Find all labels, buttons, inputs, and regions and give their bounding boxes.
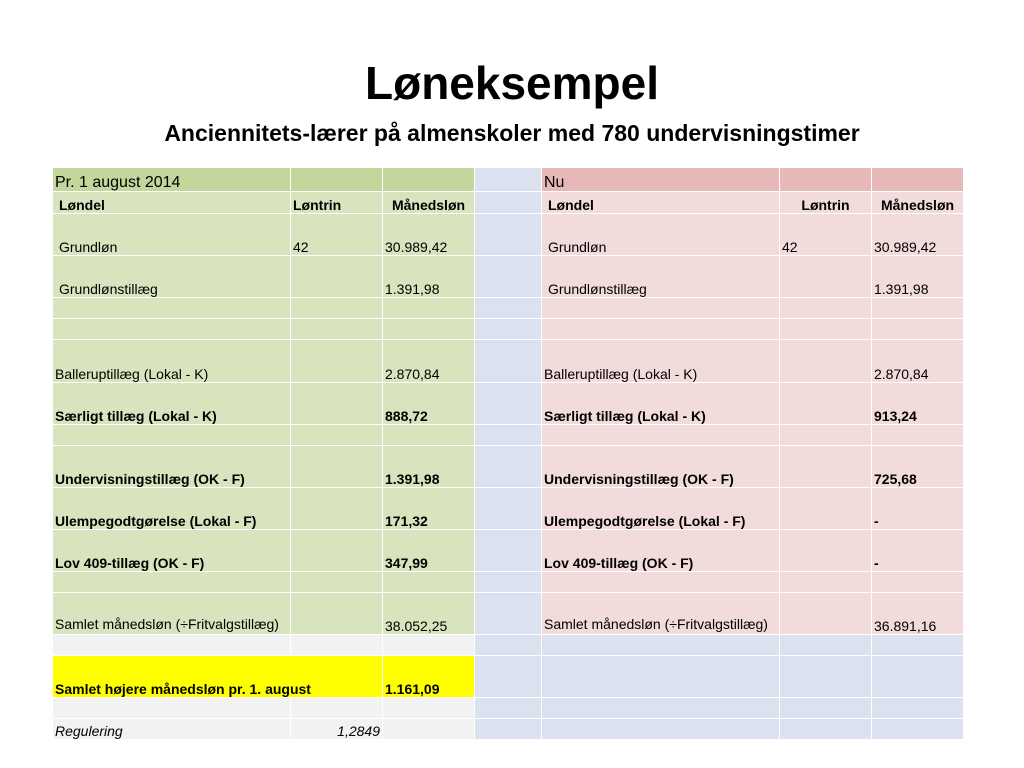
table-row [53, 593, 964, 635]
right-row-label: Ulempegodtgørelse (Lokal - F) [542, 488, 780, 530]
left-row-label: Undervisningstillæg (OK - F) [53, 446, 291, 488]
left-header: Pr. 1 august 2014 [53, 168, 291, 192]
left-row-value: 347,99 [383, 530, 475, 572]
table-header-row [53, 168, 964, 192]
right-row-value: - [872, 488, 964, 530]
empty-row [53, 425, 964, 446]
empty-row [53, 635, 964, 656]
right-row-label: Særligt tillæg (Lokal - K) [542, 383, 780, 425]
right-row-label: Undervisningstillæg (OK - F) [542, 446, 780, 488]
right-row-value: 913,24 [872, 383, 964, 425]
left-row-value: 171,32 [383, 488, 475, 530]
right-row-label: Grundløn [542, 214, 780, 256]
regulering-value: 1,2849 [291, 719, 383, 740]
table-row [53, 214, 964, 256]
left-row-trin: 42 [291, 214, 383, 256]
empty-row [53, 298, 964, 319]
table-row [53, 340, 964, 383]
left-row-value: 1.391,98 [383, 446, 475, 488]
empty-row [53, 572, 964, 593]
right-row-value: - [872, 530, 964, 572]
highlight-value: 1.161,09 [383, 656, 475, 698]
right-total-value: 36.891,16 [872, 593, 964, 635]
right-row-value: 725,68 [872, 446, 964, 488]
slide-title: Løneksempel [365, 57, 659, 109]
right-row-label: Balleruptillæg (Lokal - K) [542, 340, 780, 383]
table-row [53, 530, 964, 572]
left-row-value: 30.989,42 [383, 214, 475, 256]
right-row-value: 2.870,84 [872, 340, 964, 383]
right-col-londel: Løndel [542, 192, 780, 214]
left-row-value: 2.870,84 [383, 340, 475, 383]
empty-row [53, 698, 964, 719]
highlight-row [53, 656, 964, 698]
right-total-label: Samlet månedsløn (÷Fritvalgstillæg) [542, 593, 780, 635]
slide-subtitle: Anciennitets-lærer på almenskoler med 780 undervisningstimer [164, 120, 860, 146]
left-total-value: 38.052,25 [383, 593, 475, 635]
left-col-manedslon: Månedsløn [383, 192, 475, 214]
right-header: Nu [542, 168, 780, 192]
left-row-label: Lov 409-tillæg (OK - F) [53, 530, 291, 572]
right-row-trin: 42 [780, 214, 872, 256]
right-row-value: 1.391,98 [872, 256, 964, 298]
right-row-value: 30.989,42 [872, 214, 964, 256]
salary-comparison-table [52, 167, 964, 740]
table-row [53, 446, 964, 488]
highlight-label: Samlet højere månedsløn pr. 1. august [53, 656, 383, 698]
table-row [53, 488, 964, 530]
table-row [53, 256, 964, 298]
right-col-manedslon: Månedsløn [872, 192, 964, 214]
right-row-label: Lov 409-tillæg (OK - F) [542, 530, 780, 572]
right-row-label: Grundlønstillæg [542, 256, 780, 298]
left-row-value: 888,72 [383, 383, 475, 425]
left-row-label: Balleruptillæg (Lokal - K) [53, 340, 291, 383]
left-row-label: Grundløn [53, 214, 291, 256]
table-row [53, 383, 964, 425]
left-row-label: Ulempegodtgørelse (Lokal - F) [53, 488, 291, 530]
left-total-label: Samlet månedsløn (÷Fritvalgstillæg) [53, 593, 291, 635]
right-col-lontrin: Løntrin [780, 192, 872, 214]
regulering-label: Regulering [53, 719, 291, 740]
empty-row [53, 319, 964, 340]
left-row-label: Særligt tillæg (Lokal - K) [53, 383, 291, 425]
left-col-londel: Løndel [53, 192, 291, 214]
regulering-row [53, 719, 964, 740]
left-row-label: Grundlønstillæg [53, 256, 291, 298]
left-row-value: 1.391,98 [383, 256, 475, 298]
left-col-lontrin: Løntrin [291, 192, 383, 214]
column-label-row [53, 192, 964, 214]
